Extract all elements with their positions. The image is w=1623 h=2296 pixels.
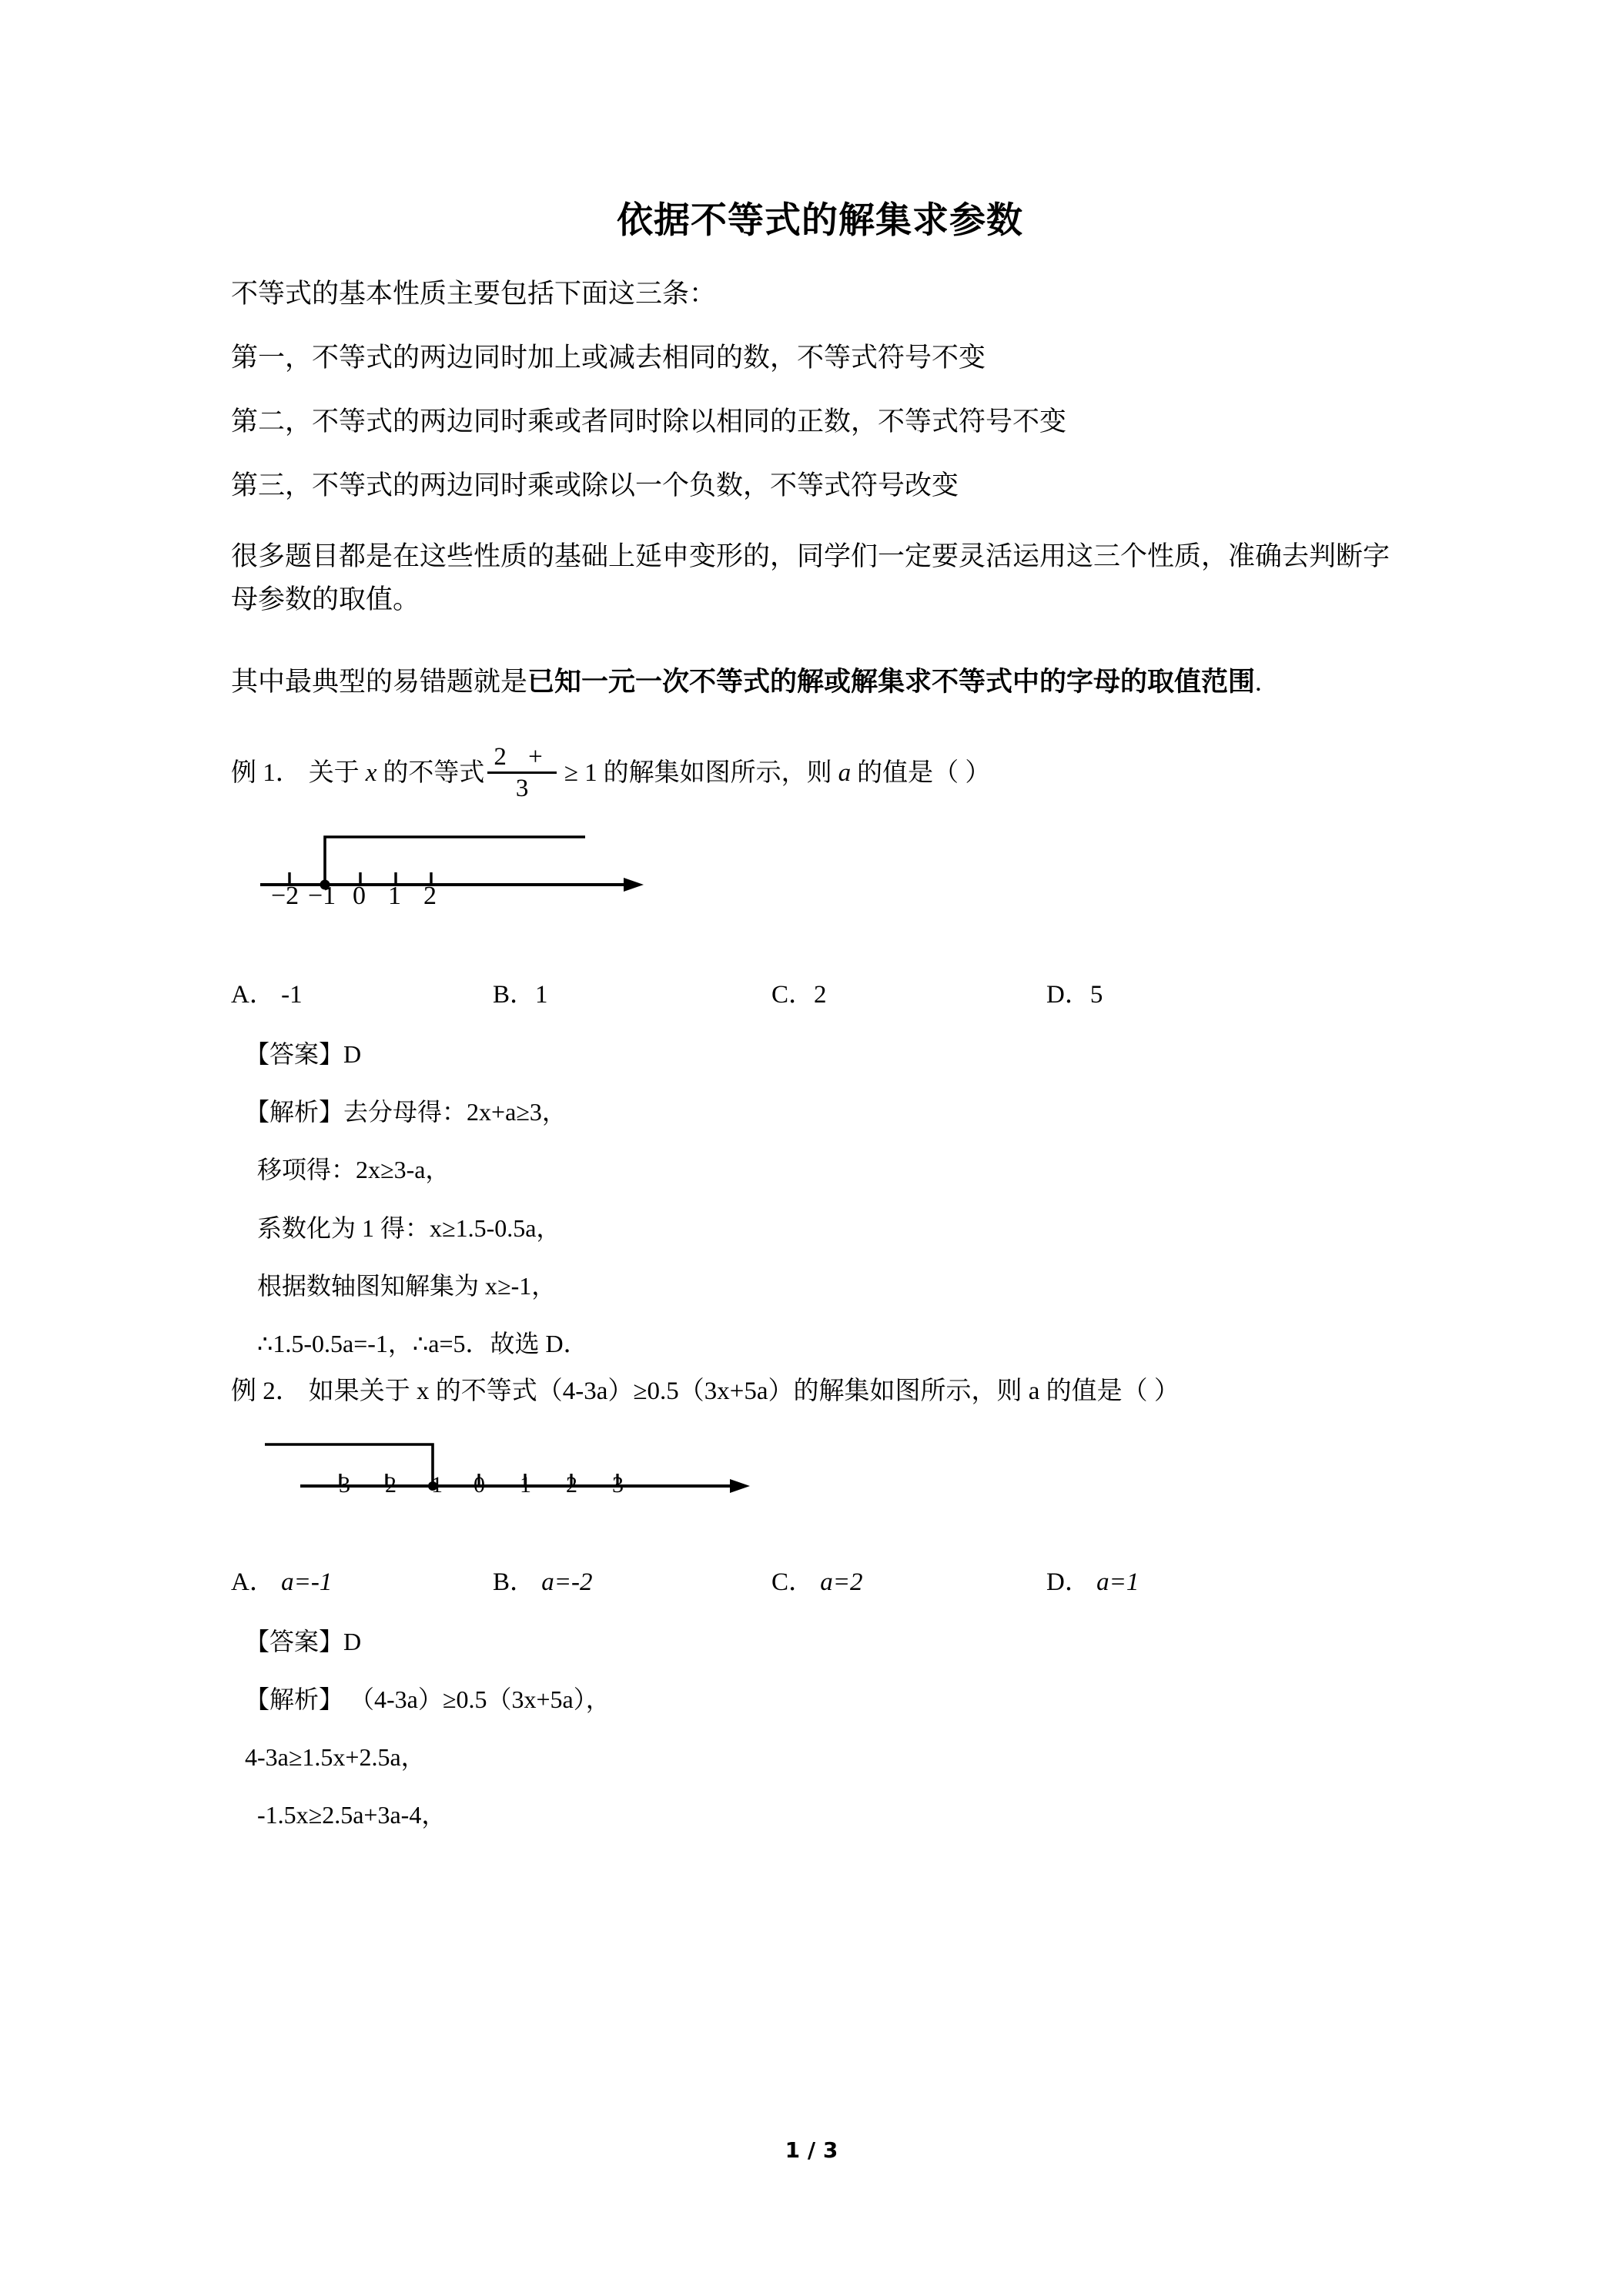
example2-stem: 如果关于 x 的不等式（4‑3a）≥0.5（3x+5a）的解集如图所示，则 a 的值是（ ） bbox=[308, 1377, 1180, 1406]
example1-numberline-figure bbox=[231, 806, 1409, 959]
example2-numberline-figure bbox=[231, 1406, 1409, 1548]
inequality-rule-1: 第一，不等式的两边同时加上或减去相同的数，不等式符号不变 bbox=[231, 342, 986, 373]
example1-analysis-line-5: ∴1.5‑0.5a=‑1，∴a=5．故选 D． bbox=[257, 1330, 588, 1358]
answer-value-1: D bbox=[343, 1040, 362, 1069]
tick-label--1: −1 bbox=[308, 881, 336, 910]
emphasis-suffix: . bbox=[1255, 667, 1262, 698]
example2-label: 例 2． bbox=[231, 1377, 301, 1406]
example2-analysis-line-2: 4‑3a≥1.5x+2.5a， bbox=[245, 1743, 426, 1772]
intro-lead-paragraph: 不等式的基本性质主要包括下面这三条： bbox=[231, 278, 717, 309]
example1-option-c[interactable] bbox=[771, 981, 1046, 1009]
fraction-numerator: 2 + bbox=[494, 742, 550, 771]
page-footer: 1 / 3 bbox=[785, 2137, 838, 2163]
option2-b-value: a=‑2 bbox=[541, 1568, 593, 1596]
example1-options bbox=[231, 959, 1409, 1009]
tick-label-2b: 2 bbox=[566, 1471, 577, 1498]
example1-analysis-line-4: 根据数轴图知解集为 x≥‑1， bbox=[257, 1271, 557, 1300]
tick-label--1b: -1 bbox=[423, 1471, 443, 1498]
emphasis-prefix: 其中最典型的易错题就是 bbox=[231, 667, 528, 698]
fraction-denominator: 3 bbox=[515, 774, 529, 802]
example1-stem-tail: 的值是（ ） bbox=[857, 758, 991, 787]
example1-relation: ≥ 1 bbox=[564, 758, 597, 787]
option2-a-key: A． bbox=[231, 1568, 275, 1596]
option2-a-value: a=‑1 bbox=[281, 1568, 333, 1596]
example2-options bbox=[231, 1548, 1409, 1596]
emphasis-bold-text: 已知一元一次不等式的解或解集求不等式中的字母的取值范围 bbox=[527, 667, 1256, 698]
option-b-value: 1 bbox=[535, 980, 548, 1009]
numberline-2-tick-labels bbox=[254, 1472, 762, 1504]
page-title: 依据不等式的解集求参数 bbox=[617, 199, 1023, 242]
option-c-key: C． bbox=[771, 980, 815, 1009]
tick-label-1b: 1 bbox=[520, 1471, 531, 1498]
example1-stem-after: 的解集如图所示，则 bbox=[603, 758, 832, 787]
inequality-rule-3: 第三，不等式的两边同时乘或除以一个负数，不等式符号改变 bbox=[231, 470, 959, 500]
option-d-key: D． bbox=[1046, 980, 1090, 1009]
example1-stem-before: 关于 bbox=[308, 758, 360, 787]
example1-stem-mid: 的不等式 bbox=[383, 758, 485, 787]
tick-label--2: −2 bbox=[271, 881, 300, 910]
example2-analysis-line-3: ‑1.5x≥2.5a+3a‑4， bbox=[257, 1801, 447, 1829]
example2-answer-line bbox=[231, 1596, 1409, 1655]
example1-answer-line bbox=[231, 1009, 1409, 1068]
option-c-value: 2 bbox=[814, 980, 827, 1009]
example1-variable: x bbox=[365, 758, 377, 787]
option-d-value: 5 bbox=[1089, 980, 1103, 1009]
option2-d-value: a=1 bbox=[1096, 1568, 1139, 1596]
example2-option-d[interactable] bbox=[1046, 1568, 1200, 1596]
option2-c-key: C． bbox=[771, 1568, 815, 1596]
example1-question bbox=[231, 705, 1409, 806]
example2-option-b[interactable] bbox=[493, 1568, 771, 1596]
example1-option-d[interactable] bbox=[1046, 981, 1200, 1009]
tick-label-2: 2 bbox=[423, 881, 437, 910]
analysis-label-1: 【解析】 bbox=[245, 1098, 344, 1126]
option2-d-key: D． bbox=[1046, 1568, 1090, 1596]
answer-label-1: 【答案】 bbox=[245, 1040, 344, 1069]
intro-note-paragraph: 很多题目都是在这些性质的基础上延申变形的，同学们一定要灵活运用这三个性质，准确去判断字母参数的取值。 bbox=[231, 541, 1390, 615]
intro-emphasis-paragraph bbox=[231, 622, 1409, 705]
example2-option-a[interactable] bbox=[231, 1568, 493, 1596]
tick-label-3b: 3 bbox=[612, 1471, 624, 1498]
example1-label: 例 1． bbox=[231, 758, 301, 787]
analysis-text-2-0: （4‑3a）≥0.5（3x+5a）， bbox=[350, 1685, 611, 1714]
option2-c-value: a=2 bbox=[820, 1568, 863, 1596]
numberline-1-tick-labels bbox=[254, 882, 654, 917]
solution-ray-1 bbox=[325, 837, 585, 885]
example1-analysis-line-1 bbox=[231, 1068, 1409, 1126]
tick-label--2b: -2 bbox=[377, 1471, 397, 1498]
analysis-label-2: 【解析】 bbox=[245, 1685, 344, 1714]
option2-b-key: B． bbox=[493, 1568, 536, 1596]
example2-analysis-line-1 bbox=[231, 1655, 1409, 1713]
option-a-key: A． bbox=[231, 980, 275, 1009]
page-content bbox=[231, 0, 1409, 1829]
option-a-value: ‑1 bbox=[281, 980, 303, 1009]
analysis-text-1-0: 去分母得：2x+a≥3， bbox=[343, 1098, 567, 1126]
tick-label-0b: 0 bbox=[474, 1471, 485, 1498]
example1-parameter: a bbox=[838, 758, 852, 787]
example1-option-a[interactable] bbox=[231, 981, 493, 1009]
tick-label--3b: -3 bbox=[331, 1471, 350, 1498]
example2-question bbox=[231, 1357, 1409, 1405]
inequality-rule-2: 第二，不等式的两边同时乘或者同时除以相同的正数，不等式符号不变 bbox=[231, 406, 1067, 437]
example1-option-b[interactable] bbox=[493, 981, 771, 1009]
option-b-key: B． bbox=[493, 980, 536, 1009]
answer-value-2: D bbox=[343, 1627, 362, 1655]
example1-analysis-line-2: 移项得：2x≥3‑a， bbox=[257, 1156, 450, 1184]
example2-option-c[interactable] bbox=[771, 1568, 1046, 1596]
answer-label-2: 【答案】 bbox=[245, 1627, 344, 1655]
tick-label-1: 1 bbox=[388, 881, 401, 910]
tick-label-0: 0 bbox=[353, 881, 366, 910]
example1-analysis-line-3: 系数化为 1 得：x≥1.5‑0.5a， bbox=[257, 1213, 561, 1242]
example1-fraction bbox=[487, 742, 556, 802]
